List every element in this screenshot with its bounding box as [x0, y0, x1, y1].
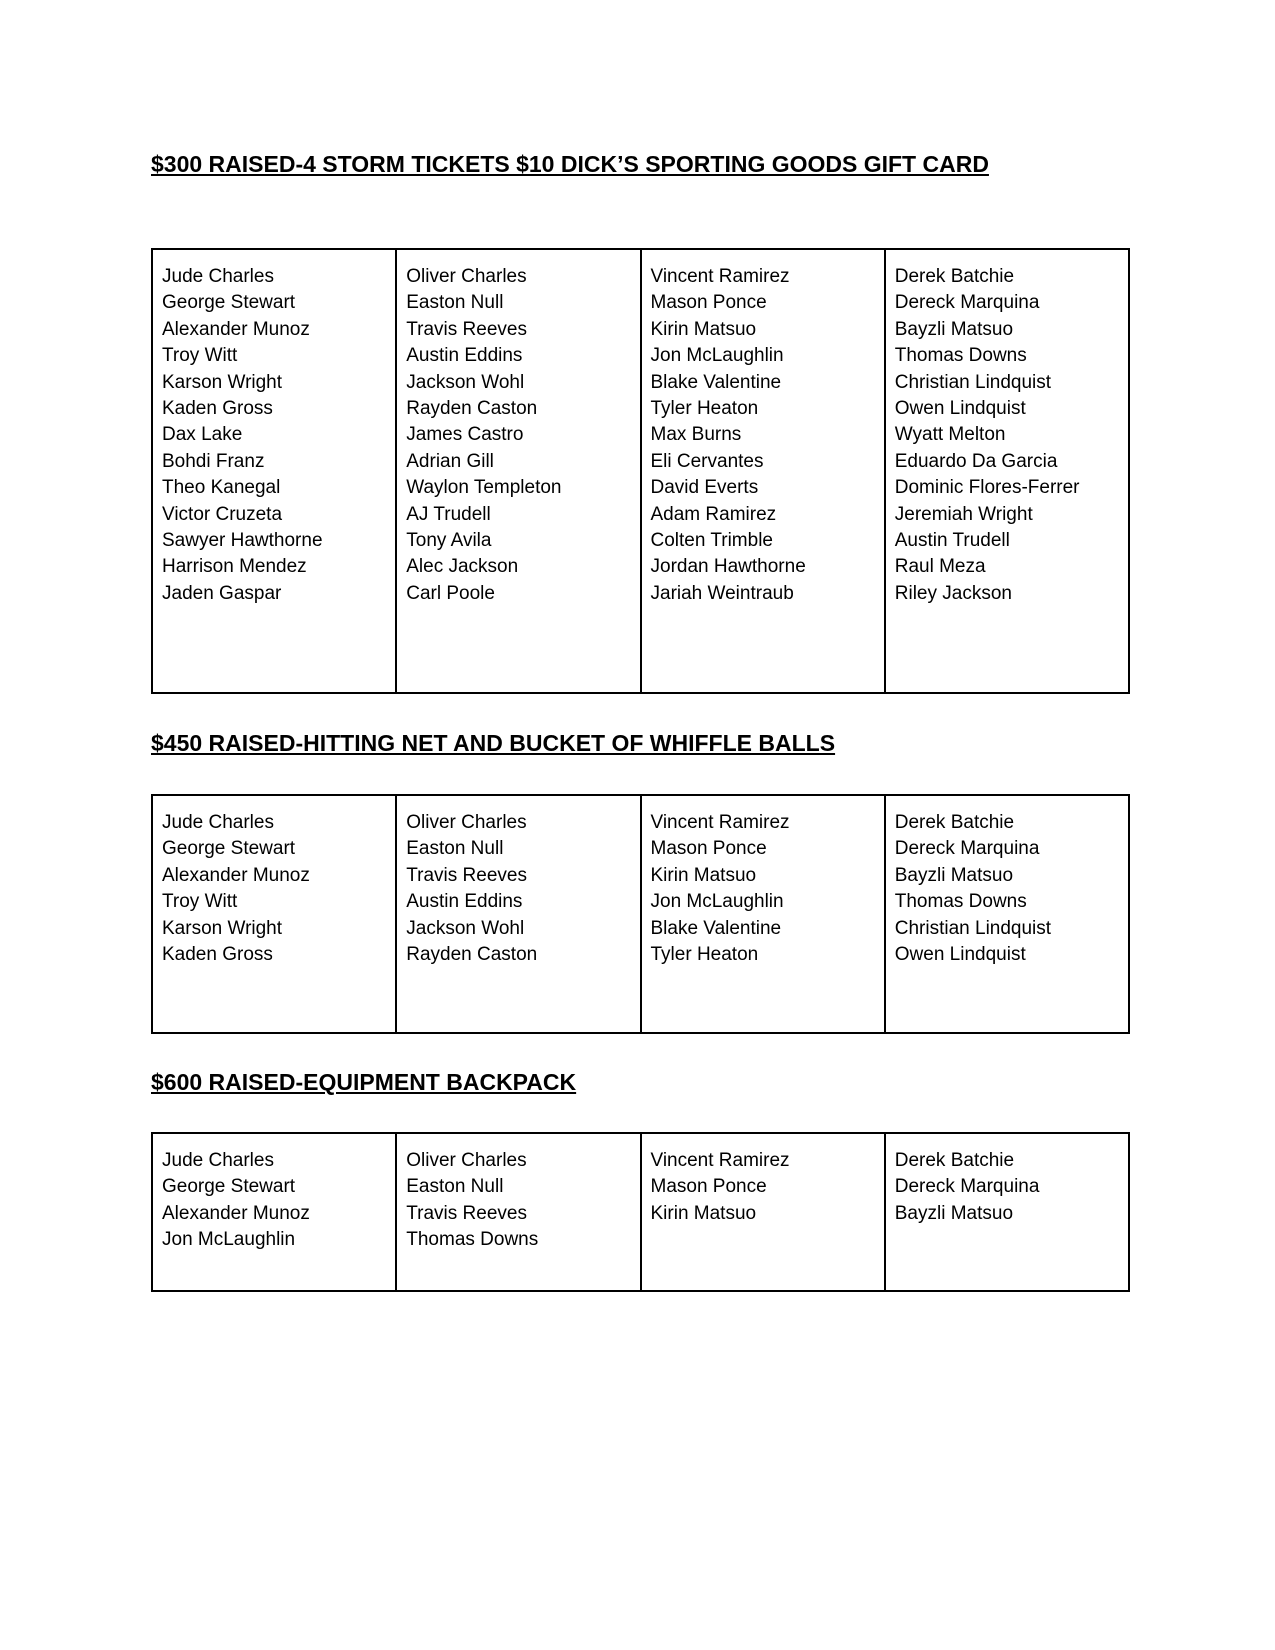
player-name: Kirin Matsuo — [650, 1202, 757, 1224]
player-name: Bayzli Matsuo — [894, 318, 1014, 340]
player-name: Theo Kanegal — [162, 477, 281, 499]
player-name: Rayden Caston — [406, 398, 538, 420]
player-name: Dax Lake — [162, 424, 243, 446]
player-name: Easton Null — [406, 292, 504, 314]
player-name: Tyler Heaton — [650, 398, 759, 420]
player-name: Austin Eddins — [406, 345, 523, 367]
player-name: Easton Null — [406, 838, 504, 860]
player-name: Waylon Templeton — [406, 477, 562, 499]
player-name: Jaden Gaspar — [162, 582, 282, 604]
name-column — [397, 796, 641, 1032]
player-name: George Stewart — [162, 838, 296, 860]
player-name: Dereck Marquina — [894, 838, 1040, 860]
name-column — [886, 1134, 1128, 1290]
player-name: Vincent Ramirez — [650, 266, 790, 287]
player-name: Bayzli Matsuo — [894, 1202, 1014, 1224]
name-column — [153, 1134, 397, 1290]
name-grid-600 — [151, 1132, 1130, 1292]
player-name: Jariah Weintraub — [650, 582, 794, 604]
player-name: Derek Batchie — [894, 812, 1015, 833]
name-column — [397, 1134, 641, 1290]
player-name: Derek Batchie — [894, 266, 1015, 287]
player-name: Oliver Charles — [406, 266, 527, 287]
player-name: Austin Eddins — [406, 891, 523, 913]
player-name: Carl Poole — [406, 582, 495, 604]
player-name: Jon McLaughlin — [650, 891, 784, 913]
name-grid-300 — [151, 248, 1130, 694]
player-name: Kirin Matsuo — [650, 864, 757, 886]
name-column — [153, 250, 397, 692]
player-name: Eli Cervantes — [650, 450, 764, 472]
player-name: Blake Valentine — [650, 917, 782, 939]
player-name: Wyatt Melton — [894, 424, 1006, 446]
player-name: Alexander Munoz — [162, 318, 310, 340]
player-name: Alexander Munoz — [162, 864, 310, 886]
player-name: AJ Trudell — [406, 503, 491, 525]
player-name: Jude Charles — [162, 266, 274, 287]
player-name: Jude Charles — [162, 1150, 274, 1171]
player-name: Troy Witt — [162, 345, 238, 367]
name-column — [397, 250, 641, 692]
name-column — [642, 1134, 886, 1290]
player-name: Jeremiah Wright — [894, 503, 1033, 525]
player-name: Karson Wright — [162, 371, 283, 393]
player-name: Tony Avila — [406, 530, 492, 552]
player-name: Kaden Gross — [162, 398, 273, 420]
player-name: Victor Cruzeta — [162, 503, 283, 525]
player-name: Owen Lindquist — [894, 944, 1026, 966]
player-name: Jordan Hawthorne — [650, 556, 806, 578]
player-name: Thomas Downs — [894, 891, 1027, 913]
player-name: Oliver Charles — [406, 812, 527, 833]
player-name: Derek Batchie — [894, 1150, 1015, 1171]
player-name: Jude Charles — [162, 812, 274, 833]
player-name: Owen Lindquist — [894, 398, 1026, 420]
player-name: Jon McLaughlin — [650, 345, 784, 367]
section-heading-600: $600 RAISED-EQUIPMENT BACKPACK — [151, 1069, 577, 1095]
player-name: Jackson Wohl — [406, 371, 525, 393]
player-name: Dereck Marquina — [894, 292, 1040, 314]
player-name: George Stewart — [162, 292, 296, 314]
player-name: Christian Lindquist — [894, 371, 1052, 393]
player-name: Eduardo Da Garcia — [894, 450, 1058, 472]
player-name: Rayden Caston — [406, 944, 538, 966]
player-name: Austin Trudell — [894, 530, 1010, 552]
name-column — [642, 796, 886, 1032]
player-name: Mason Ponce — [650, 1176, 767, 1198]
name-column — [642, 250, 886, 692]
name-grid-450 — [151, 794, 1130, 1034]
player-name: James Castro — [406, 424, 524, 446]
player-name: Riley Jackson — [894, 582, 1012, 604]
player-name: David Everts — [650, 477, 759, 499]
player-name: Travis Reeves — [406, 1202, 527, 1224]
player-name: Tyler Heaton — [650, 944, 759, 966]
name-column — [886, 796, 1128, 1032]
player-name: Thomas Downs — [894, 345, 1027, 367]
player-name: Vincent Ramirez — [650, 1150, 790, 1171]
player-name: Kaden Gross — [162, 944, 273, 966]
player-name: Karson Wright — [162, 917, 283, 939]
player-name: Easton Null — [406, 1176, 504, 1198]
name-column — [886, 250, 1128, 692]
player-name: Jackson Wohl — [406, 917, 525, 939]
player-name: Troy Witt — [162, 891, 238, 913]
player-name: Adam Ramirez — [650, 503, 777, 525]
player-name: Christian Lindquist — [894, 917, 1052, 939]
player-name: Bohdi Franz — [162, 450, 265, 472]
player-name: Dominic Flores-Ferrer — [894, 477, 1080, 499]
player-name: Dereck Marquina — [894, 1176, 1040, 1198]
name-column — [153, 796, 397, 1032]
player-name: Raul Meza — [894, 556, 986, 578]
player-name: Bayzli Matsuo — [894, 864, 1014, 886]
player-name: Jon McLaughlin — [162, 1229, 296, 1251]
player-name: Travis Reeves — [406, 864, 527, 886]
player-name: George Stewart — [162, 1176, 296, 1198]
player-name: Vincent Ramirez — [650, 812, 790, 833]
section-heading-300: $300 RAISED-4 STORM TICKETS $10 DICK’S SPORTING GOODS GIFT CARD — [151, 151, 989, 177]
player-name: Travis Reeves — [406, 318, 527, 340]
player-name: Adrian Gill — [406, 450, 494, 472]
player-name: Kirin Matsuo — [650, 318, 757, 340]
player-name: Sawyer Hawthorne — [162, 530, 323, 552]
player-name: Harrison Mendez — [162, 556, 307, 578]
player-name: Mason Ponce — [650, 292, 767, 314]
section-heading-450: $450 RAISED-HITTING NET AND BUCKET OF WHIFFLE BALLS — [151, 730, 836, 756]
player-name: Colten Trimble — [650, 530, 773, 552]
player-name: Blake Valentine — [650, 371, 782, 393]
player-name: Mason Ponce — [650, 838, 767, 860]
player-name: Alexander Munoz — [162, 1202, 310, 1224]
player-name: Oliver Charles — [406, 1150, 527, 1171]
player-name: Alec Jackson — [406, 556, 519, 578]
player-name: Thomas Downs — [406, 1229, 539, 1251]
player-name: Max Burns — [650, 424, 742, 446]
